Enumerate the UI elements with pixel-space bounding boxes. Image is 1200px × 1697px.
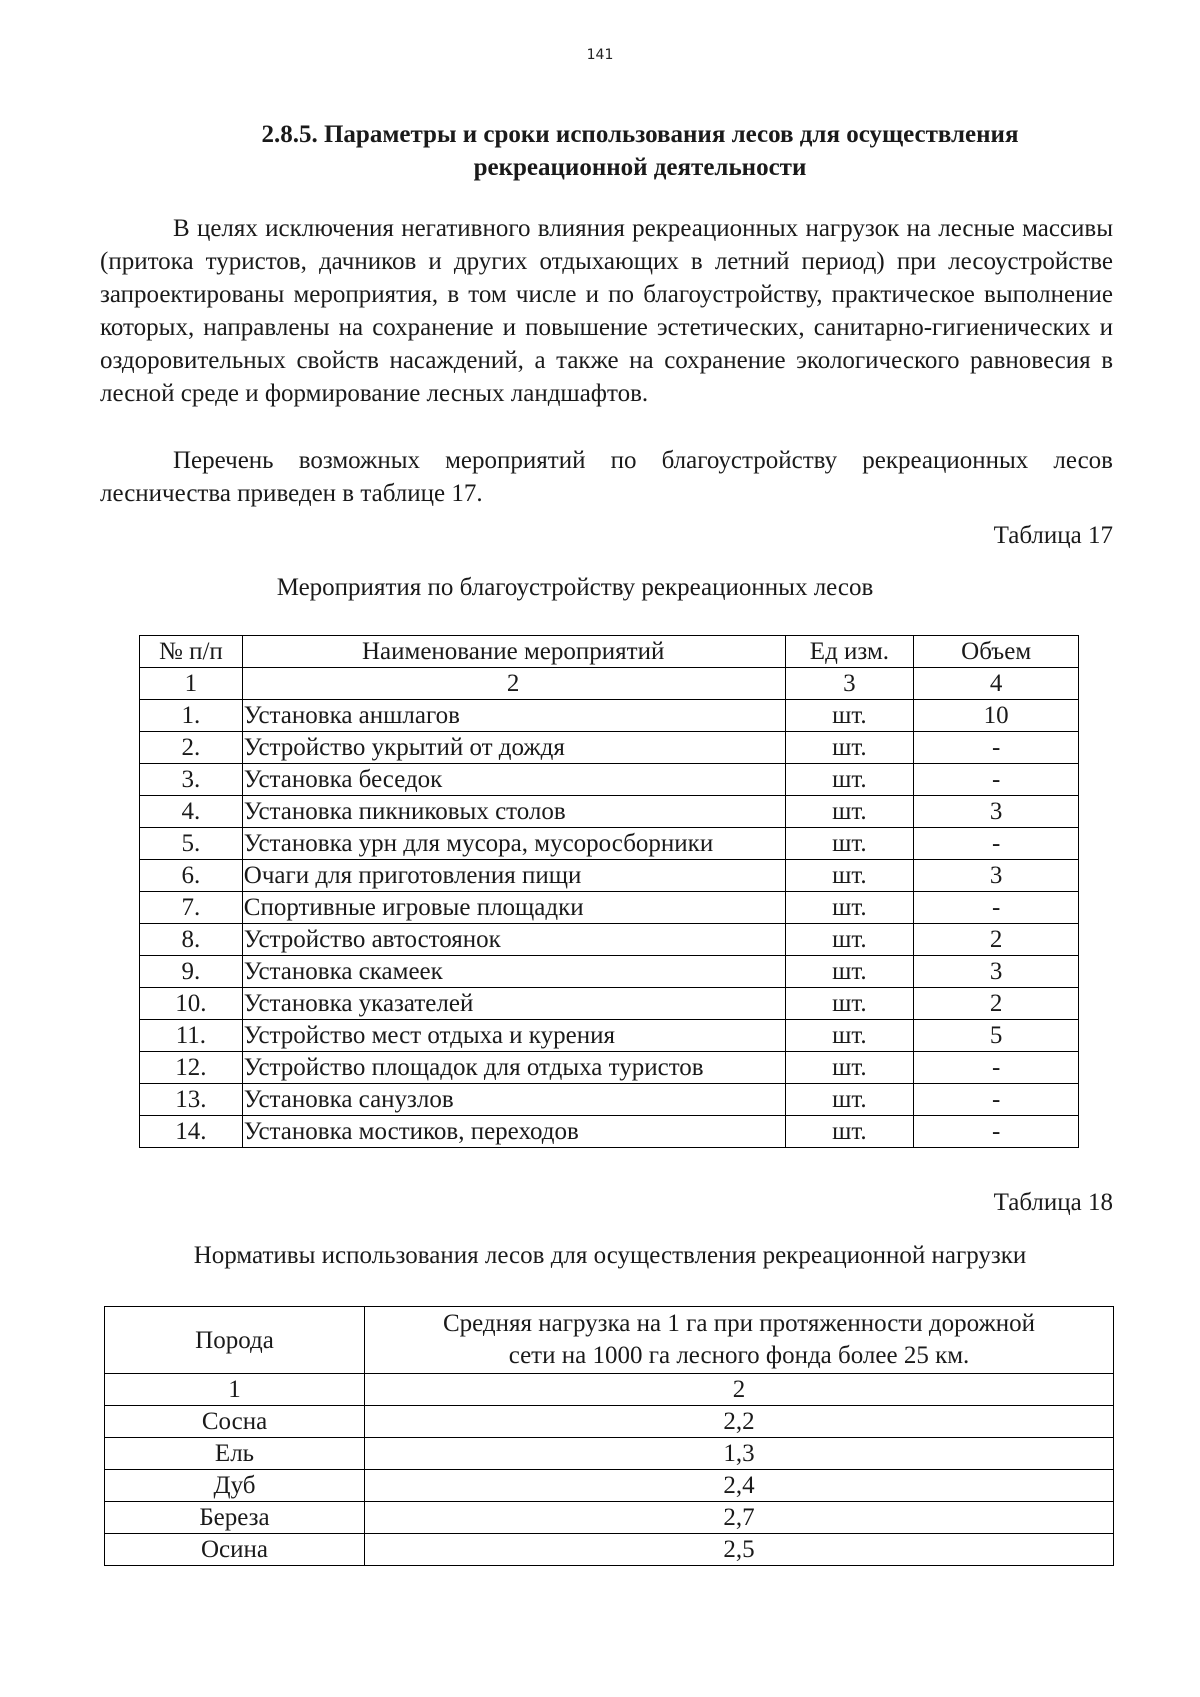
species-cell: Осина [105, 1534, 365, 1566]
unit-cell: шт. [785, 764, 914, 796]
table-18-col-number: 1 [105, 1374, 365, 1406]
table-18 [104, 1306, 1114, 1566]
table-17-header-number: № п/п [140, 636, 243, 668]
row-number-cell: 10. [140, 988, 243, 1020]
table-17-col-number: 2 [242, 668, 785, 700]
table-17-header-unit: Ед изм. [785, 636, 914, 668]
table-17-label: Таблица 17 [993, 522, 1113, 549]
unit-cell: шт. [785, 988, 914, 1020]
table-18-header-load-line-2: сети на 1000 га лесного фонда более 25 км. [508, 1342, 970, 1369]
load-value-cell: 2,4 [365, 1470, 1114, 1502]
species-cell: Береза [105, 1502, 365, 1534]
row-number-cell: 1. [140, 700, 243, 732]
row-number-cell: 11. [140, 1020, 243, 1052]
unit-cell: шт. [785, 956, 914, 988]
volume-cell: - [914, 828, 1079, 860]
table-17-numbering-row [140, 668, 1079, 700]
unit-cell: шт. [785, 1116, 914, 1148]
unit-cell: шт. [785, 828, 914, 860]
table-row [140, 860, 1079, 892]
activity-name-cell: Устройство мест отдыха и курения [242, 1020, 785, 1052]
table-17-col-number: 4 [914, 668, 1079, 700]
table-18-header-species: Порода [105, 1307, 365, 1374]
table-row [140, 1020, 1079, 1052]
volume-cell: 3 [914, 796, 1079, 828]
table-row [105, 1470, 1114, 1502]
activity-name-cell: Устройство укрытий от дождя [242, 732, 785, 764]
volume-cell: - [914, 892, 1079, 924]
table-17-col-number: 1 [140, 668, 243, 700]
activity-name-cell: Установка урн для мусора, мусоросборники [242, 828, 785, 860]
section-heading-line-2: рекреационной деятельности [473, 154, 807, 181]
table-row [140, 956, 1079, 988]
volume-cell: - [914, 1116, 1079, 1148]
table-row [140, 1052, 1079, 1084]
row-number-cell: 14. [140, 1116, 243, 1148]
row-number-cell: 8. [140, 924, 243, 956]
activity-name-cell: Спортивные игровые площадки [242, 892, 785, 924]
unit-cell: шт. [785, 860, 914, 892]
table-row [140, 732, 1079, 764]
table-18-header-row [105, 1307, 1114, 1374]
volume-cell: - [914, 1052, 1079, 1084]
paragraph-2: Перечень возможных мероприятий по благоустройству рекреационных лесов лесничества приведен в таблице 17. [100, 447, 1113, 507]
row-number-cell: 3. [140, 764, 243, 796]
section-heading [180, 118, 1100, 184]
row-number-cell: 6. [140, 860, 243, 892]
table-row [105, 1406, 1114, 1438]
row-number-cell: 7. [140, 892, 243, 924]
volume-cell: 3 [914, 956, 1079, 988]
row-number-cell: 2. [140, 732, 243, 764]
row-number-cell: 9. [140, 956, 243, 988]
table-row [140, 828, 1079, 860]
table-row [140, 796, 1079, 828]
volume-cell: 10 [914, 700, 1079, 732]
activity-name-cell: Устройство площадок для отдыха туристов [242, 1052, 785, 1084]
activity-name-cell: Установка санузлов [242, 1084, 785, 1116]
species-cell: Сосна [105, 1406, 365, 1438]
row-number-cell: 13. [140, 1084, 243, 1116]
activity-name-cell: Очаги для приготовления пищи [242, 860, 785, 892]
table-row [105, 1534, 1114, 1566]
activity-name-cell: Установка пикниковых столов [242, 796, 785, 828]
unit-cell: шт. [785, 732, 914, 764]
species-cell: Дуб [105, 1470, 365, 1502]
activity-name-cell: Установка указателей [242, 988, 785, 1020]
load-value-cell: 2,5 [365, 1534, 1114, 1566]
row-number-cell: 4. [140, 796, 243, 828]
table-row [140, 892, 1079, 924]
volume-cell: 2 [914, 924, 1079, 956]
volume-cell: 5 [914, 1020, 1079, 1052]
table-18-col-number: 2 [365, 1374, 1114, 1406]
volume-cell: - [914, 732, 1079, 764]
page-number: 141 [586, 47, 614, 63]
row-number-cell: 5. [140, 828, 243, 860]
unit-cell: шт. [785, 892, 914, 924]
table-row [140, 924, 1079, 956]
table-row [140, 988, 1079, 1020]
unit-cell: шт. [785, 1020, 914, 1052]
table-17-header-name: Наименование мероприятий [242, 636, 785, 668]
load-value-cell: 2,7 [365, 1502, 1114, 1534]
table-row [105, 1438, 1114, 1470]
species-cell: Ель [105, 1438, 365, 1470]
unit-cell: шт. [785, 924, 914, 956]
table-18-header-load-line-1: Средняя нагрузка на 1 га при протяженности дорожной [442, 1310, 1036, 1337]
table-row [105, 1502, 1114, 1534]
unit-cell: шт. [785, 1084, 914, 1116]
table-18-header-load [365, 1307, 1114, 1374]
table-row [140, 1116, 1079, 1148]
volume-cell: - [914, 1084, 1079, 1116]
activity-name-cell: Установка скамеек [242, 956, 785, 988]
unit-cell: шт. [785, 1052, 914, 1084]
table-18-caption: Нормативы использования лесов для осуществления рекреационной нагрузки [193, 1242, 1027, 1269]
table-17-caption: Мероприятия по благоустройству рекреационных лесов [276, 574, 874, 601]
table-17-header-volume: Объем [914, 636, 1079, 668]
volume-cell: 2 [914, 988, 1079, 1020]
table-row [140, 700, 1079, 732]
table-17-col-number: 3 [785, 668, 914, 700]
table-row [140, 764, 1079, 796]
table-17 [139, 635, 1079, 1148]
unit-cell: шт. [785, 796, 914, 828]
activity-name-cell: Установка беседок [242, 764, 785, 796]
table-17-header-row [140, 636, 1079, 668]
activity-name-cell: Установка мостиков, переходов [242, 1116, 785, 1148]
section-heading-line-1: 2.8.5. Параметры и сроки использования лесов для осуществления [261, 121, 1019, 148]
table-row [140, 1084, 1079, 1116]
unit-cell: шт. [785, 700, 914, 732]
table-18-label: Таблица 18 [993, 1189, 1113, 1216]
table-18-numbering-row [105, 1374, 1114, 1406]
volume-cell: - [914, 764, 1079, 796]
volume-cell: 3 [914, 860, 1079, 892]
activity-name-cell: Установка аншлагов [242, 700, 785, 732]
load-value-cell: 2,2 [365, 1406, 1114, 1438]
paragraph-1: В целях исключения негативного влияния рекреационных нагрузок на лесные массивы (притока туристов, дачников и других отдыхающих в летний период) при лесоустройстве запроектированы мероприятия, в том числе и по благоустройству, практическое выполнение которых, направлены на сохранение и повышение эстетических, санитарно-гигиенических и оздоровительных свойств насаждений, а также на сохранение экологического равновесия в лесной среде и формирование лесных ландшафтов. [100, 215, 1113, 407]
activity-name-cell: Устройство автостоянок [242, 924, 785, 956]
load-value-cell: 1,3 [365, 1438, 1114, 1470]
row-number-cell: 12. [140, 1052, 243, 1084]
